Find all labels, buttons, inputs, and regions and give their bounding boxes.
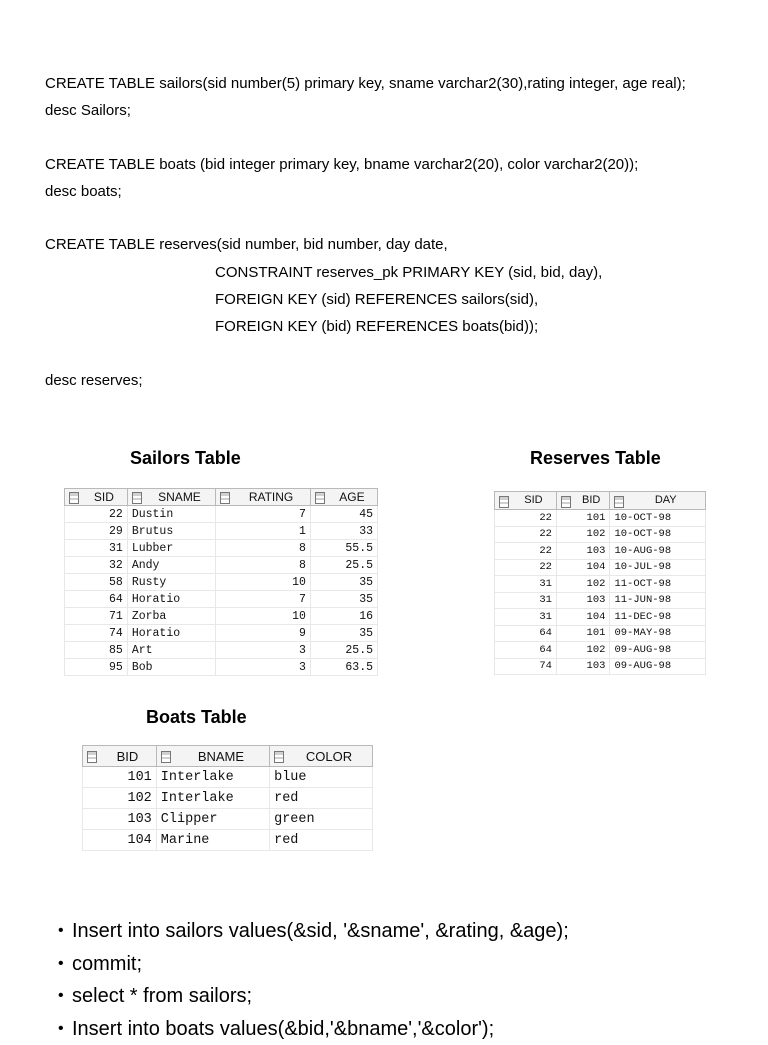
table-cell: 8 — [216, 540, 311, 557]
table-cell: 22 — [65, 506, 128, 523]
table-cell: 09-AUG-98 — [610, 642, 706, 659]
table-cell: Zorba — [127, 608, 215, 625]
sql-constraint-pk: CONSTRAINT reserves_pk PRIMARY KEY (sid, bid, day), — [215, 263, 602, 283]
sql-foreign-key-bid: FOREIGN KEY (bid) REFERENCES boats(bid)); — [215, 317, 538, 337]
sql-create-reserves: CREATE TABLE reserves(sid number, bid number, day date, — [45, 235, 448, 255]
column-sort-icon — [69, 492, 79, 504]
table-cell: 64 — [495, 625, 557, 642]
table-cell: 102 — [83, 788, 157, 809]
boats-table-title: Boats Table — [146, 707, 247, 728]
table-cell: Clipper — [156, 809, 269, 830]
table-cell: 102 — [556, 642, 610, 659]
table-cell: Horatio — [127, 625, 215, 642]
table-cell: 10-OCT-98 — [610, 510, 706, 527]
table-cell: 22 — [495, 559, 557, 576]
reserves-col-bid[interactable]: BID — [556, 492, 610, 510]
table-row[interactable] — [495, 526, 706, 543]
table-cell: 7 — [216, 506, 311, 523]
sailors-col-sname[interactable]: SNAME — [127, 489, 215, 506]
table-cell: 7 — [216, 591, 311, 608]
sailors-col-rating[interactable]: RATING — [216, 489, 311, 506]
column-sort-icon — [132, 492, 142, 504]
table-row[interactable] — [65, 608, 378, 625]
table-row[interactable] — [65, 659, 378, 676]
table-cell: 10-AUG-98 — [610, 543, 706, 560]
table-cell: 74 — [495, 658, 557, 675]
table-cell: Horatio — [127, 591, 215, 608]
table-cell: 10 — [216, 608, 311, 625]
table-cell: 10-OCT-98 — [610, 526, 706, 543]
table-cell: red — [270, 830, 373, 851]
table-cell: 3 — [216, 659, 311, 676]
table-cell: 22 — [495, 510, 557, 527]
table-row[interactable] — [65, 540, 378, 557]
table-cell: 104 — [83, 830, 157, 851]
column-sort-icon — [499, 496, 509, 508]
table-cell: 11-JUN-98 — [610, 592, 706, 609]
table-cell: 101 — [556, 510, 610, 527]
table-cell: 16 — [310, 608, 377, 625]
table-cell: 103 — [556, 543, 610, 560]
table-cell: Art — [127, 642, 215, 659]
table-cell: Andy — [127, 557, 215, 574]
table-cell: 63.5 — [310, 659, 377, 676]
boats-col-bname[interactable]: BNAME — [156, 746, 269, 767]
sql-desc-boats: desc boats; — [45, 182, 122, 202]
table-cell: 64 — [495, 642, 557, 659]
reserves-col-day[interactable]: DAY — [610, 492, 706, 510]
table-cell: 104 — [556, 559, 610, 576]
table-row[interactable] — [495, 625, 706, 642]
sailors-col-age[interactable]: AGE — [310, 489, 377, 506]
bullet-item: • commit; — [58, 948, 569, 981]
table-row[interactable] — [65, 642, 378, 659]
sql-create-boats: CREATE TABLE boats (bid integer primary key, bname varchar2(20), color varchar2(20)); — [45, 155, 638, 175]
table-cell: Lubber — [127, 540, 215, 557]
table-cell: blue — [270, 767, 373, 788]
table-cell: 31 — [495, 576, 557, 593]
table-row[interactable] — [65, 625, 378, 642]
table-cell: 29 — [65, 523, 128, 540]
column-sort-icon — [561, 496, 571, 508]
table-row[interactable] — [65, 574, 378, 591]
table-row[interactable] — [495, 510, 706, 527]
table-cell: Interlake — [156, 767, 269, 788]
table-cell: 33 — [310, 523, 377, 540]
table-cell: green — [270, 809, 373, 830]
table-row[interactable] — [83, 809, 373, 830]
table-cell: 8 — [216, 557, 311, 574]
table-cell: 35 — [310, 574, 377, 591]
sql-desc-reserves: desc reserves; — [45, 371, 143, 391]
boats-col-color[interactable]: COLOR — [270, 746, 373, 767]
table-row[interactable] — [83, 767, 373, 788]
column-sort-icon — [220, 492, 230, 504]
table-row[interactable] — [83, 830, 373, 851]
table-cell: 102 — [556, 526, 610, 543]
reserves-col-sid[interactable]: SID — [495, 492, 557, 510]
table-cell: 25.5 — [310, 642, 377, 659]
table-row[interactable] — [495, 543, 706, 560]
sailors-col-sid[interactable]: SID — [65, 489, 128, 506]
table-cell: 1 — [216, 523, 311, 540]
table-cell: 31 — [495, 609, 557, 626]
table-cell: 103 — [556, 592, 610, 609]
bullet-item: • Insert into sailors values(&sid, '&sname', &rating, &age); — [58, 915, 569, 948]
table-cell: 35 — [310, 625, 377, 642]
sailors-table-title: Sailors Table — [130, 448, 241, 469]
table-cell: 31 — [65, 540, 128, 557]
table-cell: 55.5 — [310, 540, 377, 557]
table-cell: 45 — [310, 506, 377, 523]
column-sort-icon — [87, 751, 97, 763]
boats-col-bid[interactable]: BID — [83, 746, 157, 767]
table-cell: 35 — [310, 591, 377, 608]
table-row[interactable] — [65, 591, 378, 608]
table-row[interactable] — [65, 523, 378, 540]
table-cell: Marine — [156, 830, 269, 851]
table-cell: 22 — [495, 543, 557, 560]
table-cell: Bob — [127, 659, 215, 676]
table-cell: 25.5 — [310, 557, 377, 574]
sql-foreign-key-sid: FOREIGN KEY (sid) REFERENCES sailors(sid), — [215, 290, 538, 310]
table-cell: 32 — [65, 557, 128, 574]
table-row[interactable] — [495, 576, 706, 593]
table-cell: 09-MAY-98 — [610, 625, 706, 642]
sql-desc-sailors: desc Sailors; — [45, 101, 131, 121]
table-row[interactable] — [495, 592, 706, 609]
table-cell: 101 — [556, 625, 610, 642]
table-cell: 22 — [495, 526, 557, 543]
table-cell: 104 — [556, 609, 610, 626]
reserves-header-row — [495, 492, 706, 510]
table-cell: 103 — [556, 658, 610, 675]
table-cell: 3 — [216, 642, 311, 659]
table-cell: 71 — [65, 608, 128, 625]
table-row[interactable] — [83, 788, 373, 809]
column-sort-icon — [315, 492, 325, 504]
sql-create-sailors: CREATE TABLE sailors(sid number(5) primary key, sname varchar2(30),rating integer, age real); — [45, 74, 686, 94]
table-cell: 09-AUG-98 — [610, 658, 706, 675]
table-row[interactable] — [495, 658, 706, 675]
table-cell: Interlake — [156, 788, 269, 809]
reserves-table-title: Reserves Table — [530, 448, 661, 469]
table-cell: Dustin — [127, 506, 215, 523]
table-cell: 11-DEC-98 — [610, 609, 706, 626]
table-cell: 103 — [83, 809, 157, 830]
table-row[interactable] — [65, 557, 378, 574]
table-cell: 95 — [65, 659, 128, 676]
column-sort-icon — [161, 751, 171, 763]
table-cell: 31 — [495, 592, 557, 609]
boats-table — [82, 745, 373, 851]
table-row[interactable] — [495, 642, 706, 659]
bullet-item: • select * from sailors; — [58, 980, 569, 1013]
table-cell: 74 — [65, 625, 128, 642]
boats-header-row — [83, 746, 373, 767]
table-cell: 10 — [216, 574, 311, 591]
table-cell: 64 — [65, 591, 128, 608]
table-cell: Rusty — [127, 574, 215, 591]
table-cell: 58 — [65, 574, 128, 591]
column-sort-icon — [614, 496, 624, 508]
column-sort-icon — [274, 751, 284, 763]
sailors-table — [64, 488, 378, 676]
table-cell: Brutus — [127, 523, 215, 540]
bullet-item: • Insert into boats values(&bid,'&bname','&color'); — [58, 1013, 569, 1045]
table-cell: 85 — [65, 642, 128, 659]
sailors-header-row — [65, 489, 378, 506]
command-bullet-list — [58, 915, 569, 1045]
table-cell: 10-JUL-98 — [610, 559, 706, 576]
table-cell: red — [270, 788, 373, 809]
table-cell: 101 — [83, 767, 157, 788]
reserves-table — [494, 491, 706, 675]
table-row[interactable] — [65, 506, 378, 523]
table-row[interactable] — [495, 559, 706, 576]
table-row[interactable] — [495, 609, 706, 626]
table-cell: 102 — [556, 576, 610, 593]
table-cell: 11-OCT-98 — [610, 576, 706, 593]
table-cell: 9 — [216, 625, 311, 642]
